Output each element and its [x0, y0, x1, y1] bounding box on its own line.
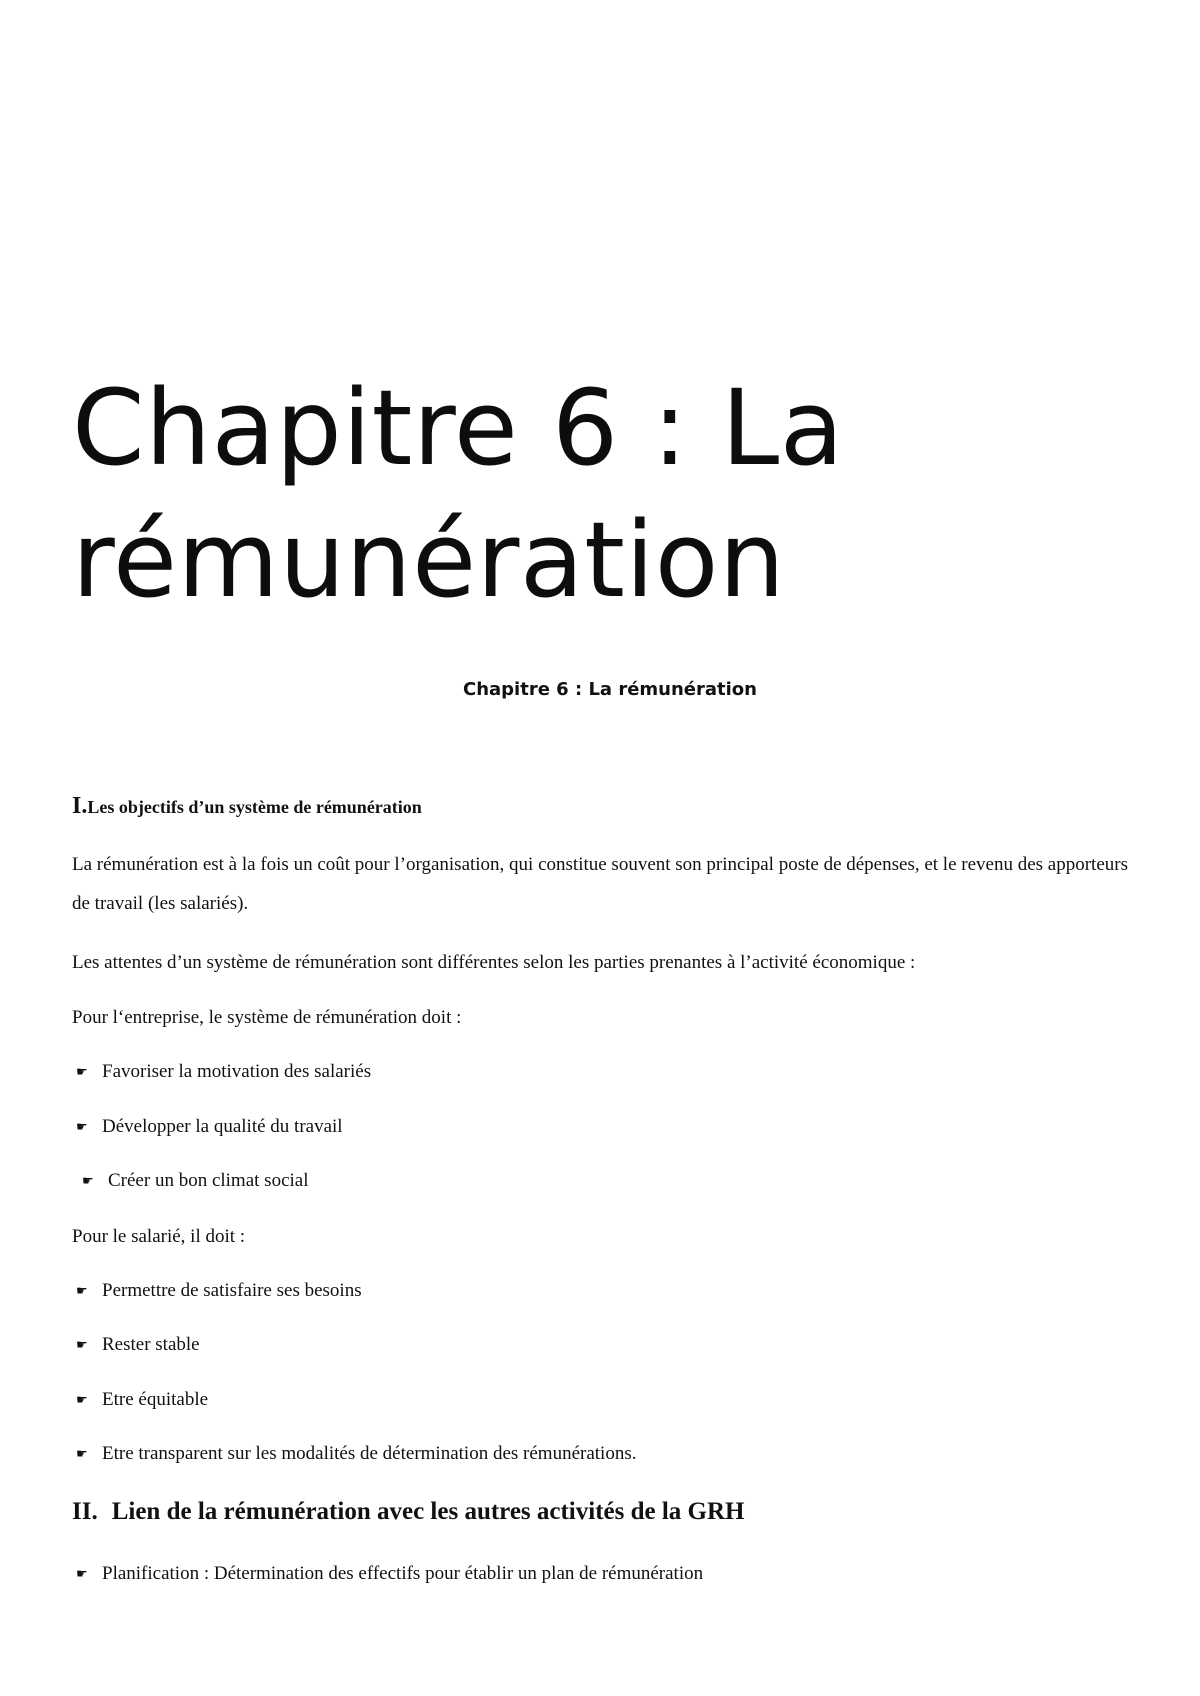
list-item-text: Développer la qualité du travail [102, 1116, 343, 1137]
pointing-hand-icon: ☛ [76, 1064, 88, 1079]
section-1-paragraph-2: Les attentes d’un système de rémunération sont différentes selon les parties prenantes à l’activité économique : [72, 952, 916, 973]
pointing-hand-icon: ☛ [76, 1566, 88, 1581]
list-item-text: Rester stable [102, 1334, 200, 1355]
section-2-title: Lien de la rémunération avec les autres activités de la GRH [111, 1498, 745, 1525]
section-1-title: Les objectifs d’un système de rémunération [87, 797, 422, 817]
section-1-number: I. [72, 793, 88, 819]
list-item [76, 1278, 362, 1304]
list-item [76, 1114, 343, 1140]
section-1-paragraph-1: La rémunération est à la fois un coût pour l’organisation, qui constitue souvent son principal poste de dépenses, et le revenu des apporteurs de travail (les salariés). [72, 854, 1128, 914]
pointing-hand-icon: ☛ [76, 1119, 88, 1134]
salarie-intro: Pour le salarié, il doit : [72, 1226, 246, 1247]
list-item [82, 1168, 309, 1194]
entreprise-intro: Pour l‘entreprise, le système de rémunération doit : [72, 1007, 462, 1028]
list-item-text: Créer un bon climat social [108, 1170, 309, 1191]
document-title-line-1: Chapitre 6 : La [72, 367, 844, 489]
document-title [72, 362, 1132, 626]
list-item [76, 1441, 636, 1467]
list-item [76, 1387, 208, 1413]
list-item [76, 1561, 703, 1587]
pointing-hand-icon: ☛ [76, 1392, 88, 1407]
section-1-heading [72, 793, 422, 820]
section-2-heading [72, 1496, 745, 1528]
list-item [76, 1332, 200, 1358]
section-2-number: II. [72, 1498, 98, 1525]
list-item-text: Etre transparent sur les modalités de détermination des rémunérations. [102, 1443, 637, 1464]
list-item [76, 1059, 371, 1085]
pointing-hand-icon: ☛ [82, 1173, 94, 1188]
list-item-text: Permettre de satisfaire ses besoins [102, 1280, 362, 1301]
list-item-text: Etre équitable [102, 1389, 209, 1410]
list-item-text: Favoriser la motivation des salariés [102, 1061, 372, 1082]
pointing-hand-icon: ☛ [76, 1446, 88, 1461]
chapter-subtitle: Chapitre 6 : La rémunération [463, 679, 757, 700]
pointing-hand-icon: ☛ [76, 1337, 88, 1352]
pointing-hand-icon: ☛ [76, 1283, 88, 1298]
document-title-line-2: rémunération [72, 499, 786, 621]
list-item-text: Planification : Détermination des effectifs pour établir un plan de rémunération [102, 1563, 704, 1584]
